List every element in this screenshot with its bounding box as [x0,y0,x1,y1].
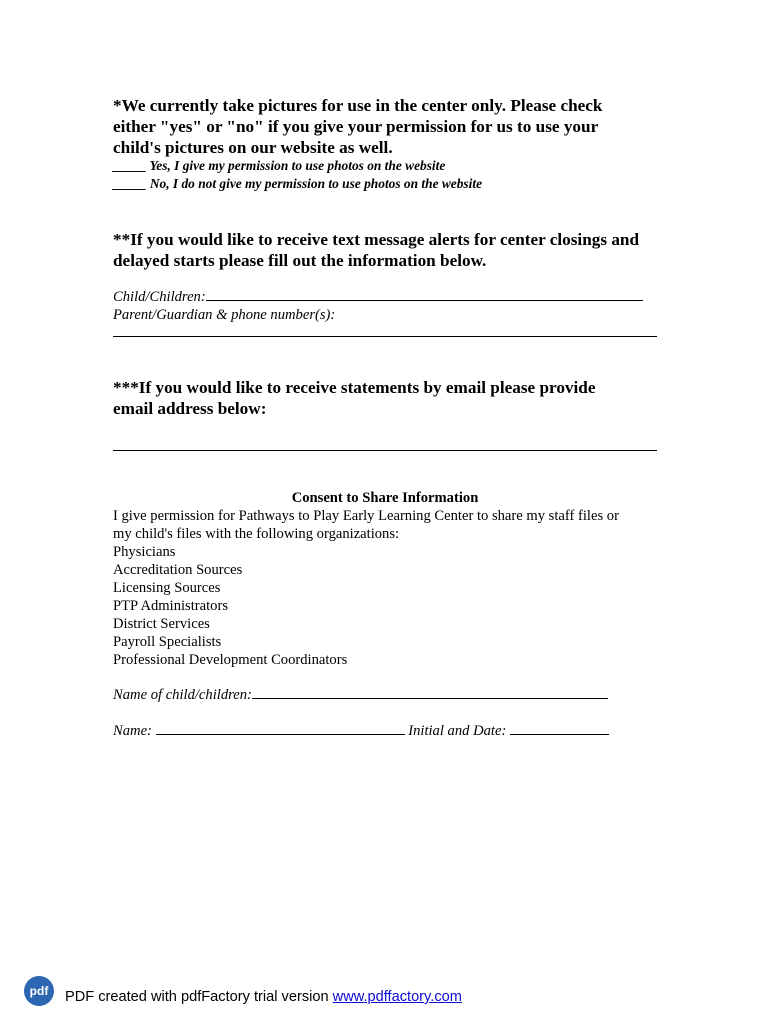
organization-item: District Services [113,616,210,632]
organization-item: Physicians [113,544,176,560]
organization-item: Professional Development Coordinators [113,652,348,668]
pdffactory-link[interactable]: www.pdffactory.com [332,989,462,1005]
no-label: No, I do not give my permission to use photos on the website [149,176,483,191]
initial-date-label: Initial and Date: [408,723,507,739]
email-heading-line: ***If you would like to receive statements by email please provide [113,378,596,397]
consent-body-line: I give permission for Pathways to Play Early Learning Center to share my staff files or [113,508,619,524]
parent-field-input[interactable] [113,336,657,337]
consent-title: Consent to Share Information [291,490,479,506]
photo-heading [113,95,602,158]
organization-item: PTP Administrators [113,598,229,614]
child-name-input[interactable] [252,687,608,699]
organization-item: Accreditation Sources [113,562,243,578]
child-field-input[interactable] [206,289,643,301]
child-field-label: Child/Children: [113,289,206,305]
email-heading [113,377,595,419]
name-input[interactable] [156,723,405,735]
footer-text: PDF created with pdfFactory trial version [65,989,333,1005]
organization-item: Licensing Sources [113,580,221,596]
consent-body-line: my child's files with the following organizations: [113,526,400,542]
footer-note [65,989,462,1005]
photo-heading-line: *We currently take pictures for use in the center only. Please check [113,96,603,115]
child-name-label: Name of child/children: [113,687,252,703]
name-label: Name: [113,723,152,739]
initial-date-input[interactable] [510,723,609,735]
signature-row [113,722,609,740]
child-name-row [113,686,608,704]
photo-heading-line: child's pictures on our website as well. [113,138,393,157]
child-field-row [113,288,643,306]
parent-field-label: Parent/Guardian & phone number(s): [113,307,336,323]
email-heading-line: email address below: [113,399,267,418]
text-alert-heading-line: **If you would like to receive text message alerts for center closings and [113,230,640,249]
text-alert-heading [113,229,639,271]
text-alert-heading-line: delayed starts please fill out the information below. [113,251,487,270]
yes-label: Yes, I give my permission to use photos on the website [149,158,446,173]
pdffactory-logo-icon: pdf [24,976,54,1006]
photo-heading-line: either "yes" or "no" if you give your permission for us to use your [113,117,599,136]
consent-body [113,507,619,669]
yes-blank[interactable]: _____ [113,158,147,173]
email-field-input[interactable] [113,450,657,451]
photo-option-no[interactable] [113,175,482,193]
no-blank[interactable]: _____ [113,176,147,191]
organization-item: Payroll Specialists [113,634,222,650]
photo-option-yes[interactable] [113,157,445,175]
